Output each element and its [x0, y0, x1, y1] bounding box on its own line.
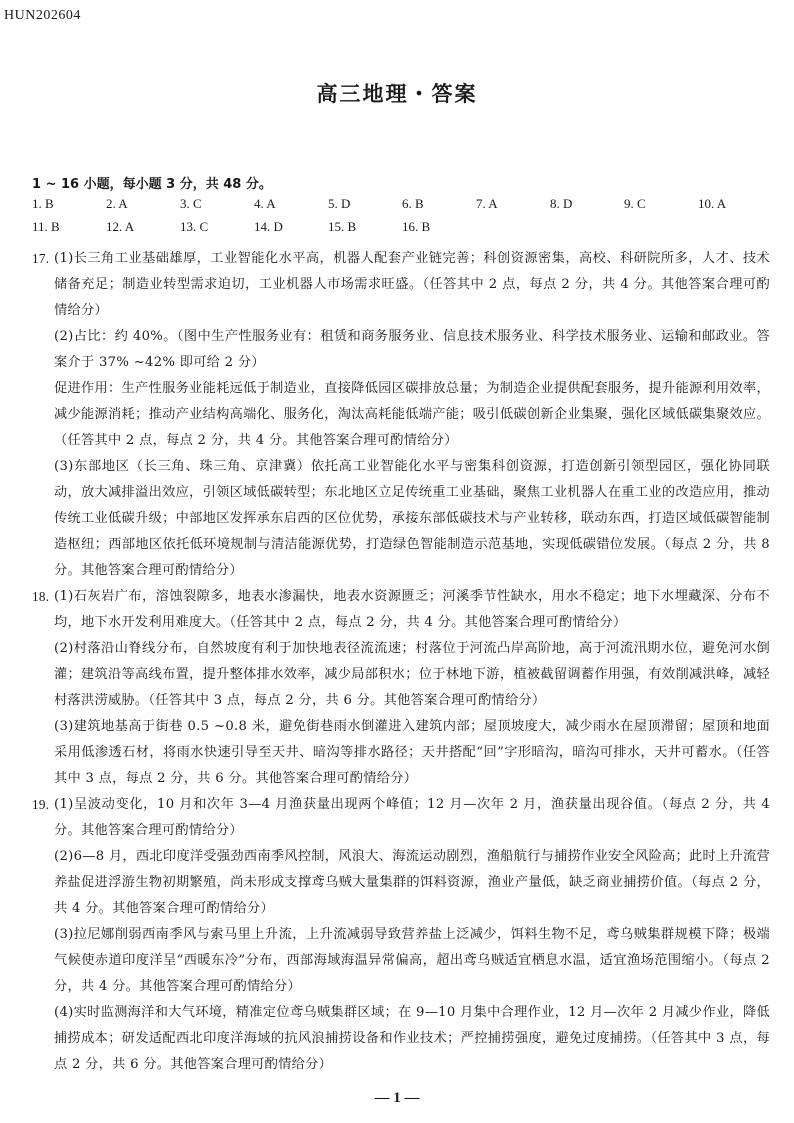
question-19 — [32, 792, 770, 1078]
question-number: 19. — [32, 797, 50, 812]
mcq-answer: 16. B — [402, 219, 431, 234]
answer-part: (1)石灰岩广布，溶蚀裂隙多，地表水渗漏快，地表水资源匮乏；河溪季节性缺水，用水不稳定；地下水埋藏深、分布不均，地下水开发利用难度大。（任答其中 2 点，每点 2 分，共 4 分。其他答案合理可酌情给分） — [54, 589, 770, 630]
mcq-answer: 6. B — [402, 196, 424, 211]
mcq-heading: 1 ~ 16 小题，每小题 3 分，共 48 分。 — [32, 177, 272, 192]
question-number: 17. — [32, 251, 50, 266]
answer-part: (3)拉尼娜削弱西南季风与索马里上升流，上升流减弱导致营养盐上泛减少，饵料生物不足，鸢乌贼集群规模下降；极端气候使赤道印度洋呈“西暖东冷”分布，西部海域海温异常偏高，超出鸢乌贼适宜栖息水温，适宜渔场范围缩小。（每点 2 分，共 4 分。其他答案合理可酌情给分） — [54, 927, 770, 994]
mcq-answer: 10. A — [698, 196, 727, 211]
mcq-answer-grid — [32, 196, 772, 235]
answer-part: (4)实时监测海洋和大气环境，精准定位鸢乌贼集群区域；在 9—10 月集中合理作业，12 月—次年 2 月减少作业，降低捕捞成本；研发适配西北印度洋海域的抗风浪捕捞设备和作业技术；严控捕捞强度，避免过度捕捞。（任答其中 3 点，每点 2 分，共 6 分。其他答案合理可酌情给分） — [54, 1005, 770, 1072]
answer-part: (2)村落沿山脊线分布，自然坡度有利于加快地表径流流速；村落位于河流凸岸高阶地，高于河流汛期水位，避免河水倒灌；建筑沿等高线布置，提升整体排水效率，减少局部积水；位于林地下游，植被截留调蓄作用强，有效削减洪峰，减轻村落洪涝威胁。（任答其中 3 点，每点 2 分，共 6 分。其他答案合理可酌情给分） — [54, 641, 770, 708]
question-17 — [32, 246, 770, 584]
mcq-answer: 5. D — [328, 196, 351, 211]
mcq-answer: 9. C — [624, 196, 646, 211]
answer-part: (2)占比：约 40%。（图中生产性服务业有：租赁和商务服务业、信息技术服务业、科学技术服务业、运输和邮政业。答案介于 37% ~42% 即可给 2 分） — [54, 329, 770, 370]
mcq-answer: 2. A — [106, 196, 128, 211]
page-number: — 1 — — [374, 1090, 420, 1106]
answer-part: (1)呈波动变化，10 月和次年 3—4 月渔获量出现两个峰值；12 月—次年 2 月，渔获量出现谷值。（每点 2 分，共 4 分。其他答案合理可酌情给分） — [54, 797, 770, 838]
mcq-answer: 15. B — [328, 219, 357, 234]
mcq-answer: 4. A — [254, 196, 276, 211]
page-title: 高三地理・答案 — [316, 82, 478, 106]
question-18 — [32, 584, 770, 792]
mcq-answer: 7. A — [476, 196, 498, 211]
document-code: HUN202604 — [4, 8, 81, 23]
answer-part: (3)东部地区（长三角、珠三角、京津冀）依托高工业智能化水平与密集科创资源，打造创新引领型园区，强化协同联动，放大减排溢出效应，引领区域低碳转型；东北地区立足传统重工业基础，聚焦工业机器人在重工业的改造应用，推动传统工业低碳升级；中部地区发挥承东启西的区位优势，承接东部低碳技术与产业转移，联动东西，打造区域低碳智能制造枢纽；西部地区依托低环境规制与清洁能源优势，打造绿色智能制造示范基地，实现低碳错位发展。（每点 2 分，共 8 分。其他答案合理可酌情给分） — [54, 459, 770, 578]
mcq-answer: 12. A — [106, 219, 135, 234]
mcq-answer: 13. C — [180, 219, 209, 234]
answer-part: 促进作用：生产性服务业能耗远低于制造业，直接降低园区碳排放总量；为制造企业提供配套服务，提升能源利用效率，减少能源消耗；推动产业结构高端化、服务化，淘汰高耗能低端产能；吸引低碳创新企业集聚，强化区域低碳集聚效应。（任答其中 2 点，每点 2 分，共 4 分。其他答案合理可酌情给分） — [54, 381, 770, 448]
answer-body — [32, 246, 770, 1078]
answer-part: (2)6—8 月，西北印度洋受强劲西南季风控制，风浪大、海流运动剧烈，渔船航行与捕捞作业安全风险高；此时上升流营养盐促进浮游生物初期繁殖，尚未形成支撑鸢乌贼大量集群的饵料资源，渔业产量低，缺乏商业捕捞价值。（每点 2 分，共 4 分。其他答案合理可酌情给分） — [54, 849, 770, 916]
mcq-answer: 1. B — [32, 196, 54, 211]
question-number: 18. — [32, 589, 50, 604]
mcq-answer: 3. C — [180, 196, 202, 211]
answer-part: (1)长三角工业基础雄厚，工业智能化水平高，机器人配套产业链完善；科创资源密集，高校、科研院所多，人才、技术储备充足；制造业转型需求迫切，工业机器人市场需求旺盛。（任答其中 2 点，每点 2 分，共 4 分。其他答案合理可酌情给分） — [54, 251, 770, 318]
answer-part: (3)建筑地基高于街巷 0.5 ~0.8 米，避免街巷雨水倒灌进入建筑内部；屋顶坡度大，减少雨水在屋顶滞留；屋顶和地面采用低渗透石材，将雨水快速引导至天井、暗沟等排水路径；天井搭配“回”字形暗沟，暗沟可排水，天井可蓄水。（任答其中 3 点，每点 2 分，共 6 分。其他答案合理可酌情给分） — [54, 719, 770, 786]
mcq-answer: 8. D — [550, 196, 573, 211]
mcq-answer: 11. B — [32, 219, 60, 234]
mcq-answer: 14. D — [254, 219, 283, 234]
